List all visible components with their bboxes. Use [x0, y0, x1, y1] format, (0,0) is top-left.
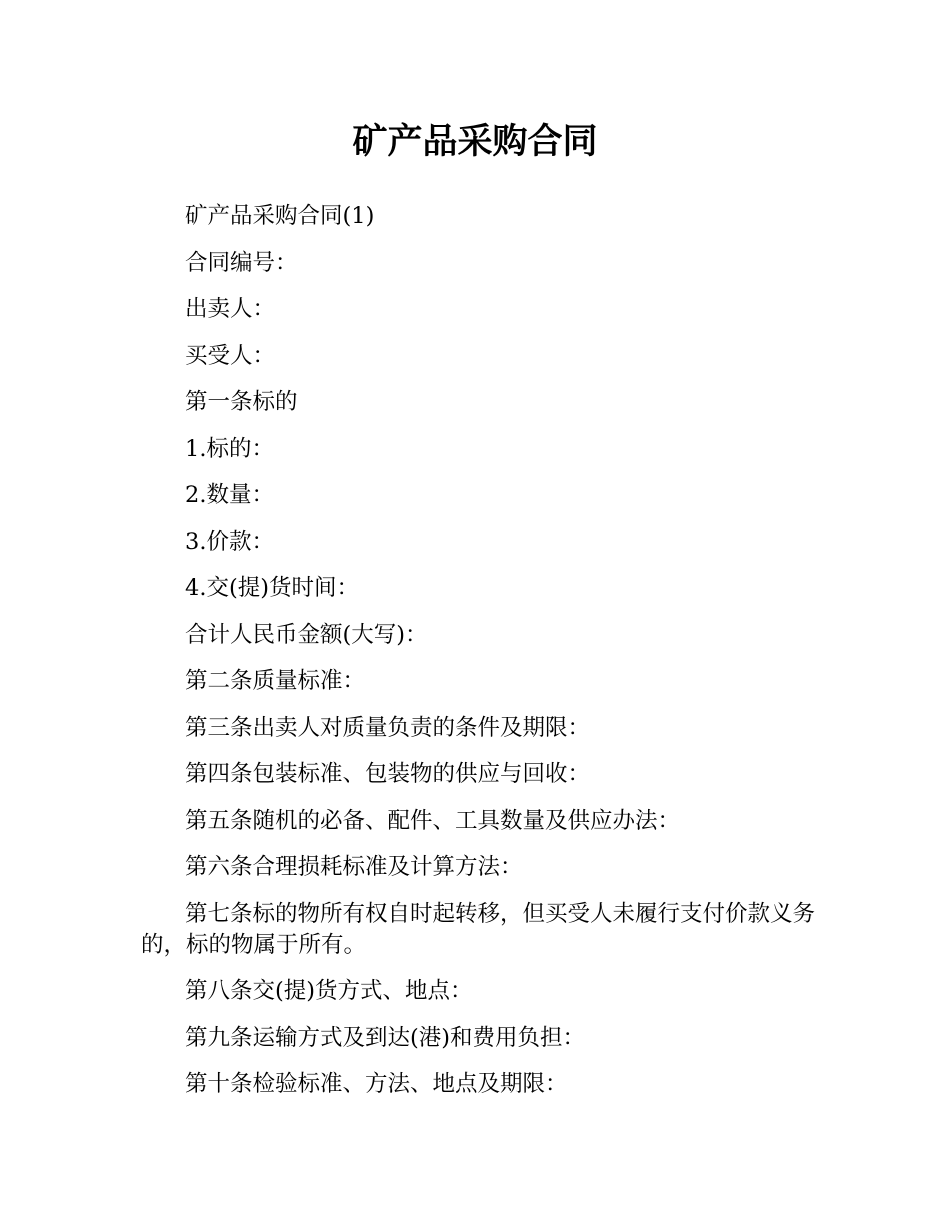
paragraph-subject: 1.标的：	[185, 435, 274, 462]
paragraph-article-2: 第二条质量标准：	[185, 668, 366, 694]
paragraph-total-amount: 合计人民币金额(大写)：	[185, 621, 428, 648]
paragraph-article-7: 第七条标的物所有权自时起转移，但买受人未履行支付价款义务的，标的物属于所有。	[141, 900, 816, 958]
document-title: 矿产品采购合同	[352, 122, 598, 162]
paragraph-seller: 出卖人：	[185, 296, 276, 322]
paragraph-article-6: 第六条合理损耗标准及计算方法：	[185, 854, 523, 880]
paragraph-quantity: 2.数量：	[185, 482, 274, 508]
paragraph-article-1: 第一条标的	[185, 389, 298, 415]
paragraph-article-3: 第三条出卖人对质量负责的条件及期限：	[185, 714, 591, 741]
paragraph-contract-heading: 矿产品采购合同(1)	[185, 203, 375, 229]
paragraph-price: 3.价款：	[185, 528, 274, 555]
document-body	[141, 201, 821, 1116]
paragraph-buyer: 买受人：	[185, 342, 276, 369]
paragraph-article-4: 第四条包装标准、包装物的供应与回收：	[185, 761, 591, 787]
paragraph-delivery-time: 4.交(提)货时间：	[185, 575, 360, 601]
paragraph-article-8: 第八条交(提)货方式、地点：	[185, 978, 473, 1004]
paragraph-article-5: 第五条随机的必备、配件、工具数量及供应办法：	[185, 807, 681, 834]
paragraph-article-10: 第十条检验标准、方法、地点及期限：	[185, 1071, 568, 1097]
paragraph-article-9: 第九条运输方式及到达(港)和费用负担：	[185, 1024, 586, 1051]
paragraph-contract-number: 合同编号：	[185, 249, 298, 276]
